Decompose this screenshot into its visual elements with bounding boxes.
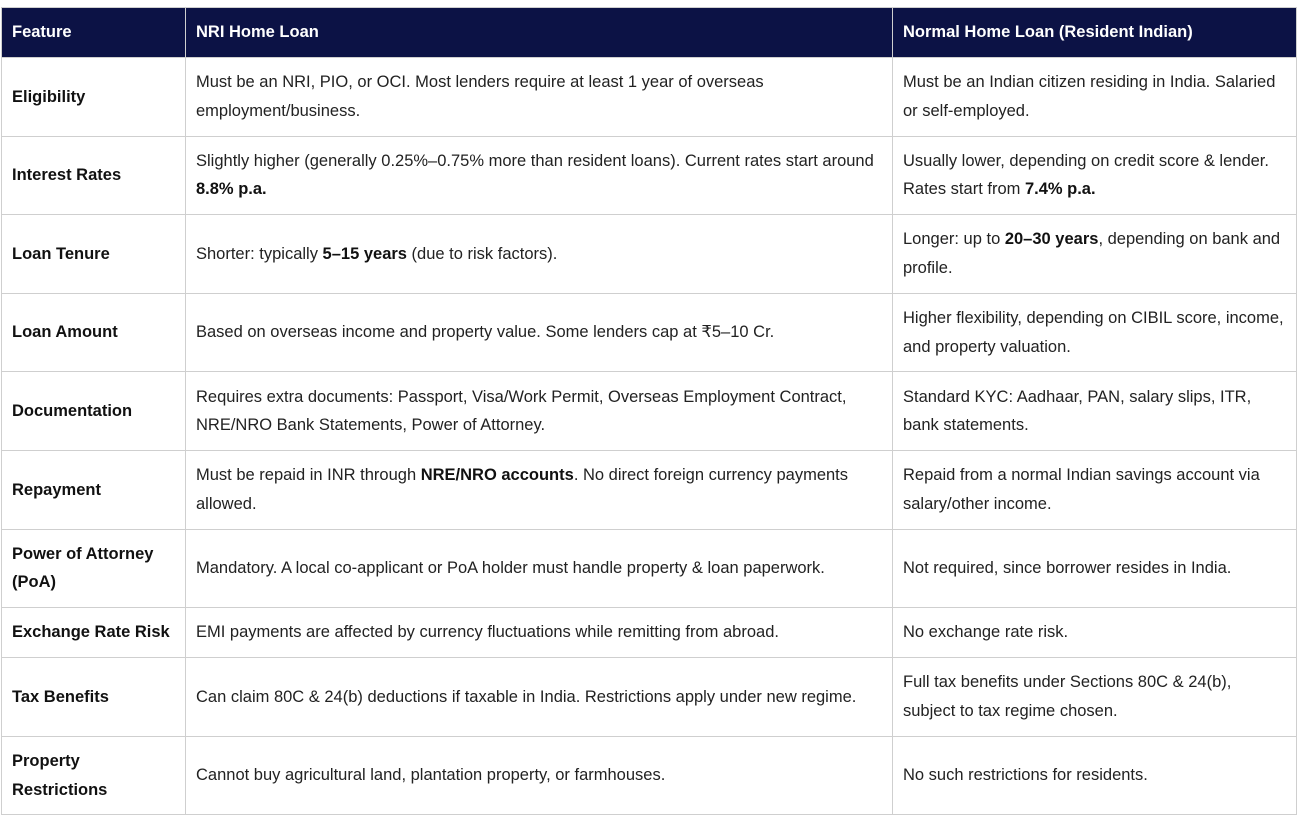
- cell-text: No such restrictions for residents.: [903, 766, 1148, 785]
- resident-cell: [893, 658, 1297, 737]
- cell-text: No exchange rate risk.: [903, 623, 1069, 642]
- header-normal-home-loan: Normal Home Loan (Resident Indian): [893, 8, 1297, 58]
- nri-cell: [186, 293, 893, 372]
- cell-text: Shorter: typically: [196, 244, 323, 263]
- resident-cell: [893, 608, 1297, 658]
- cell-text: Not required, since borrower resides in India.: [903, 559, 1232, 578]
- cell-text-bold: 20–30 years: [1004, 230, 1099, 249]
- feature-cell: Power of Attorney (PoA): [2, 529, 186, 608]
- table-row: [2, 450, 1297, 529]
- cell-text: Slightly higher (generally 0.25%–0.75% more than resident loans). Current rates start around: [196, 151, 874, 170]
- table-header-row: [2, 8, 1297, 58]
- cell-text-bold: 5–15 years: [322, 244, 407, 263]
- cell-text: Can claim 80C & 24(b) deductions if taxable in India. Restrictions apply under new regime.: [196, 687, 857, 706]
- cell-text: Full tax benefits under Sections 80C & 24(b), subject to tax regime chosen.: [903, 673, 1232, 720]
- table-row: [2, 372, 1297, 451]
- cell-text: Usually lower, depending on credit score & lender. Rates start from: [903, 151, 1269, 199]
- table-row: [2, 529, 1297, 608]
- table-row: [2, 658, 1297, 737]
- nri-cell: [186, 450, 893, 529]
- feature-cell: Eligibility: [2, 58, 186, 137]
- feature-cell: Loan Amount: [2, 293, 186, 372]
- cell-text: Must be repaid in INR through: [196, 466, 421, 485]
- cell-text: Repaid from a normal Indian savings account via salary/other income.: [903, 466, 1260, 513]
- table-row: [2, 293, 1297, 372]
- cell-text: Standard KYC: Aadhaar, PAN, salary slips, ITR, bank statements.: [903, 387, 1252, 435]
- resident-cell: [893, 58, 1297, 137]
- resident-cell: [893, 450, 1297, 529]
- cell-text: . No direct foreign currency payments allowed.: [196, 466, 849, 513]
- resident-cell: [893, 215, 1297, 294]
- cell-text: Based on overseas income and property value. Some lenders cap at ₹5–10 Cr.: [196, 323, 775, 342]
- cell-text: Must be an NRI, PIO, or OCI. Most lenders require at least 1 year of overseas employment/business.: [196, 73, 764, 120]
- cell-text: Longer: up to: [903, 230, 1005, 249]
- table-row: [2, 736, 1297, 815]
- table-row: [2, 608, 1297, 658]
- cell-text: (due to risk factors).: [406, 244, 558, 263]
- comparison-table: [1, 7, 1297, 815]
- resident-cell: [893, 293, 1297, 372]
- feature-cell: Repayment: [2, 450, 186, 529]
- cell-text: Cannot buy agricultural land, plantation property, or farmhouses.: [196, 766, 666, 785]
- resident-cell: [893, 736, 1297, 815]
- header-feature: Feature: [2, 8, 186, 58]
- cell-text: EMI payments are affected by currency fluctuations while remitting from abroad.: [196, 623, 779, 642]
- feature-cell: Tax Benefits: [2, 658, 186, 737]
- resident-cell: [893, 372, 1297, 451]
- cell-text: Requires extra documents: Passport, Visa/Work Permit, Overseas Employment Contract, NRE/NRO Bank Statements, Power of Attorney.: [196, 387, 847, 435]
- header-nri-home-loan: NRI Home Loan: [186, 8, 893, 58]
- cell-text-bold: 8.8% p.a.: [196, 180, 267, 199]
- nri-cell: [186, 215, 893, 294]
- table-row: [2, 136, 1297, 215]
- cell-text: Must be an Indian citizen residing in India. Salaried or self-employed.: [903, 73, 1276, 120]
- feature-cell: Documentation: [2, 372, 186, 451]
- feature-cell: Exchange Rate Risk: [2, 608, 186, 658]
- table-row: [2, 58, 1297, 137]
- resident-cell: [893, 529, 1297, 608]
- nri-cell: [186, 372, 893, 451]
- nri-cell: [186, 608, 893, 658]
- feature-cell: Loan Tenure: [2, 215, 186, 294]
- cell-text: , depending on bank and profile.: [903, 230, 1281, 277]
- nri-cell: [186, 58, 893, 137]
- nri-cell: [186, 736, 893, 815]
- resident-cell: [893, 136, 1297, 215]
- nri-cell: [186, 658, 893, 737]
- table-row: [2, 215, 1297, 294]
- nri-cell: [186, 529, 893, 608]
- nri-cell: [186, 136, 893, 215]
- cell-text: Higher flexibility, depending on CIBIL score, income, and property valuation.: [903, 309, 1284, 356]
- feature-cell: Interest Rates: [2, 136, 186, 215]
- cell-text-bold: NRE/NRO accounts: [420, 466, 574, 485]
- feature-cell: Property Restrictions: [2, 736, 186, 815]
- cell-text-bold: 7.4% p.a.: [1024, 180, 1096, 199]
- table-body: [2, 58, 1297, 815]
- cell-text: Mandatory. A local co-applicant or PoA holder must handle property & loan paperwork.: [196, 559, 825, 578]
